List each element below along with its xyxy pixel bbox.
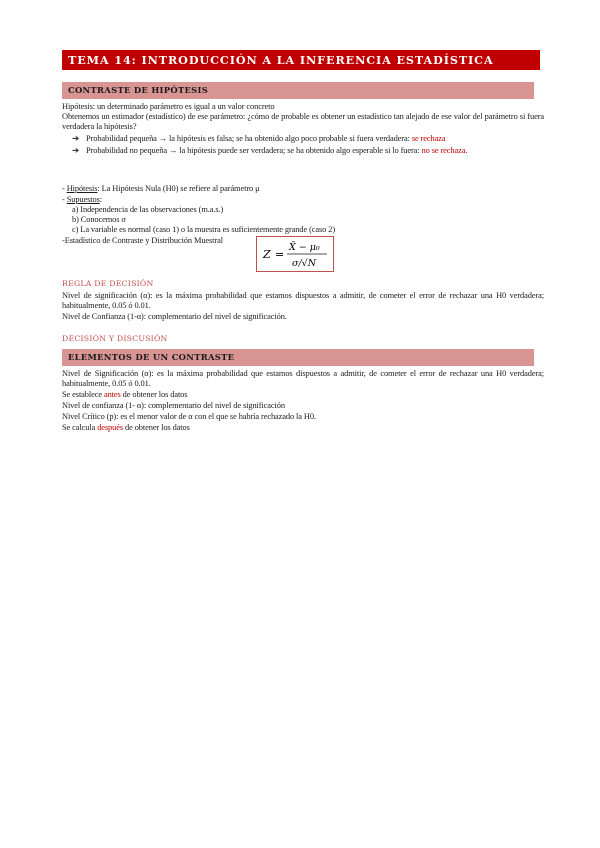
- supuestos-label: Supuestos: [66, 195, 100, 204]
- despues-post: de obtener los datos: [123, 423, 190, 432]
- elementos-despues-line: [62, 423, 190, 433]
- section-heading-elementos: ELEMENTOS DE UN CONTRASTE: [62, 349, 534, 366]
- bullet2-end: .: [465, 146, 468, 155]
- supuesto-c: c) La variable es normal (caso 1) o la muestra es suficientemente grande (caso 2): [72, 225, 336, 234]
- bullet1-text: Probabilidad pequeña → la hipótesis es falsa; se ha obtenido algo poco probable si fuera verdadera:: [86, 134, 412, 143]
- elementos-nivel-critico: Nivel Crítico (p): es el menor valor de α con el que se habría rechazado la H0.: [62, 412, 316, 421]
- despues-pre: Se calcula: [62, 423, 98, 432]
- supuesto-a: a) Independencia de las observaciones (m.a.s.): [72, 205, 224, 214]
- despues-red: después: [97, 423, 124, 432]
- se-rechaza-text: se rechaza: [411, 134, 446, 143]
- supuestos-line: [62, 195, 102, 205]
- hipotesis-definition: [62, 102, 274, 112]
- bullet-probabilidad-no-pequena: [72, 146, 544, 156]
- h0-label: Hipótesis: [66, 184, 98, 193]
- antes-pre: Se establece: [62, 390, 104, 399]
- regla-significacion: Nivel de significación (α): es la máxima probabilidad que estamos dispuestos a admitir, de cometer el error de rechazar una H0 verdadera; habitualmente, 0.05 ó 0.01.: [62, 291, 544, 310]
- formula-eq: =: [275, 248, 285, 261]
- supuestos-prefix: -: [62, 195, 67, 204]
- section-heading-contraste: CONTRASTE DE HIPÓTESIS: [62, 82, 534, 99]
- bullet-probabilidad-pequena: [72, 134, 445, 144]
- z-statistic-formula: [256, 236, 334, 272]
- formula-z: Z: [263, 248, 271, 261]
- elementos-significacion: Nivel de Significación (α): es la máxima probabilidad que estamos dispuestos a admitir, de cometer el error de rechazar una H0 verdadera; habitualmente, 0.05 ó 0.01.: [62, 369, 544, 388]
- elementos-antes-line: [62, 390, 187, 400]
- formula-denominator: σ/√N: [292, 258, 317, 269]
- no-se-rechaza-text: no se rechaza: [421, 146, 466, 155]
- antes-red: antes: [103, 390, 121, 399]
- decision-discusion-heading: DECISIÓN Y DISCUSIÓN: [62, 334, 168, 343]
- h0-prefix: -: [62, 184, 67, 193]
- hipotesis-label: Hipótesis: [62, 102, 93, 111]
- antes-post: de obtener los datos: [120, 390, 188, 399]
- supuesto-b: b) Conocemos σ: [72, 215, 126, 224]
- hipotesis-text: : un determinado parámetro es igual a un valor concreto: [92, 102, 275, 111]
- regla-decision-heading: REGLA DE DECISIÓN: [62, 279, 154, 288]
- supuestos-colon: :: [99, 195, 102, 204]
- arrow-right-icon: ➔: [72, 134, 79, 143]
- hipotesis-nula-line: [62, 184, 259, 194]
- estimador-paragraph: Obtenemos un estimador (estadístico) de ese parámetro: ¿cómo de probable es obtener un estadístico tan alejado de ese valor del parámetro si fuera verdadera la hipótesis?: [62, 112, 544, 131]
- h0-text: : La Hipótesis Nula (H0) se refiere al parámetro μ: [97, 184, 260, 193]
- bullet2-text: Probabilidad no pequeña → la hipótesis puede ser verdadera; se ha obtenido algo esperable si lo fuera:: [86, 146, 422, 155]
- page-title: TEMA 14: INTRODUCCIÓN A LA INFERENCIA ESTADÍSTICA: [62, 50, 540, 70]
- regla-confianza: Nivel de Confianza (1-α): complementario del nivel de significación.: [62, 312, 287, 321]
- formula-numerator: X̄ − μ₀: [289, 242, 320, 253]
- estadistico-line: -Estadístico de Contraste y Distribución Muestral: [62, 236, 223, 245]
- arrow-right-icon: ➔: [72, 146, 79, 155]
- elementos-confianza: Nivel de confianza (1- α): complementario del nivel de significación: [62, 401, 285, 410]
